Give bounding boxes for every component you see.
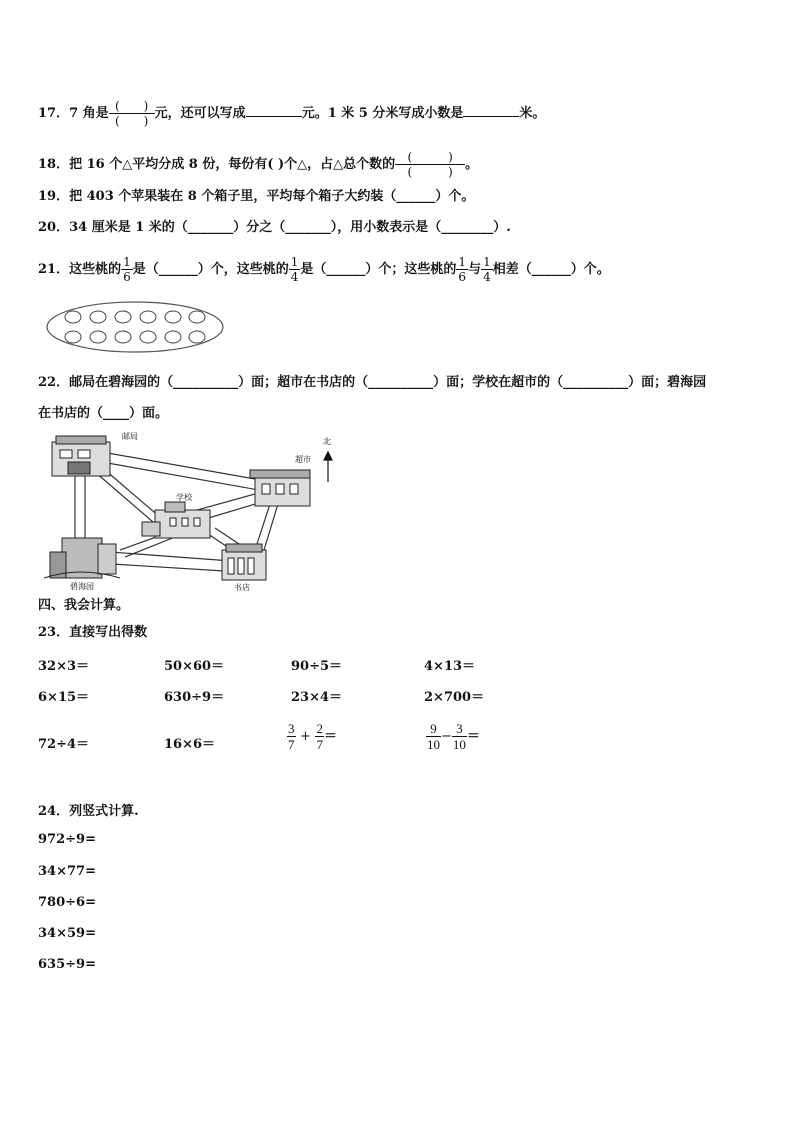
- north-arrow-icon: [324, 452, 332, 482]
- calc-item: 90÷5＝: [291, 659, 343, 674]
- question-20: 20．34 厘米是 1 米的（_______）分之（_______），用小数表示是（________）.: [38, 220, 511, 235]
- section-title: 四、我会计算。: [38, 598, 130, 613]
- label-north: 北: [323, 437, 331, 446]
- vertical-calc-item: 972÷9=: [38, 832, 96, 847]
- label-bookstore: 书店: [234, 583, 250, 592]
- question-17: 17．7 角是 $\frac{( )}{( )}$ 元，还可以写成 元。1 米 5 分米写成小数是 米。: [38, 99, 546, 128]
- calc-item: 6×15＝: [38, 690, 90, 705]
- fraction-one-quarter: $\frac{1}{4}$: [483, 255, 491, 284]
- vertical-calc-item: 34×77=: [38, 864, 96, 879]
- answer-blank[interactable]: [246, 102, 302, 117]
- location-map: [40, 432, 340, 592]
- calc-item: 23×4＝: [291, 690, 343, 705]
- label-post-office: 邮局: [122, 432, 138, 441]
- label-school: 学校: [176, 493, 192, 502]
- calc-item: 630÷9＝: [164, 690, 225, 705]
- calc-item: 16×6＝: [164, 737, 216, 752]
- question-22-line2: 在书店的（____）面。: [38, 406, 169, 421]
- calc-item: 2×700＝: [424, 690, 485, 705]
- supermarket-building: [250, 470, 310, 506]
- vertical-calc-item: 635÷9=: [38, 957, 96, 972]
- question-24-title: 24．列竖式计算.: [38, 804, 139, 819]
- fraction-subtraction: $\frac{9}{10}$ − $\frac{3}{10}$ ＝: [427, 721, 480, 752]
- question-21: 21．这些桃的 $\frac{1}{6}$ 是（______）个，这些桃的 $\frac{1}{4}$ 是（______）个；这些桃的 $\frac{1}{6}$ 与 $\frac{1}{4}$ 相差（______）个。: [38, 255, 610, 284]
- bookstore-building: [222, 544, 266, 580]
- fraction-blank: $\frac{( )}{( )}$: [109, 99, 155, 128]
- fraction-blank: $\frac{( )}{( )}$: [395, 150, 465, 179]
- question-23-title: 23．直接写出得数: [38, 625, 148, 640]
- calc-item: 4×13＝: [424, 659, 476, 674]
- fraction-one-quarter: $\frac{1}{4}$: [290, 255, 299, 284]
- calc-item: 50×60＝: [164, 659, 225, 674]
- vertical-calc-item: 780÷6=: [38, 895, 96, 910]
- question-22-line1: 22．邮局在碧海园的（__________）面；超市在书店的（__________）面；学校在超市的（__________）面；碧海园: [38, 375, 707, 390]
- school-building: [142, 502, 210, 538]
- answer-blank[interactable]: [463, 102, 519, 117]
- label-supermarket: 超市: [295, 455, 311, 464]
- vertical-calc-item: 34×59=: [38, 926, 96, 941]
- label-bihai-garden: 碧海园: [70, 582, 94, 591]
- bihai-garden-building: [44, 538, 120, 578]
- peaches-illustration: [45, 300, 225, 354]
- question-18: 18．把 16 个△平均分成 8 份，每份有( )个△，占△总个数的 $\frac{( )}{( )}$ 。: [38, 150, 479, 179]
- calc-item: 32×3＝: [38, 659, 90, 674]
- question-19: 19．把 403 个苹果装在 8 个箱子里，平均每个箱子大约装（______）个。: [38, 189, 475, 204]
- fraction-addition: $\frac{3}{7}$ + $\frac{2}{7}$ ＝: [288, 721, 337, 752]
- fraction-one-sixth: $\frac{1}{6}$: [123, 255, 131, 284]
- calc-item: 72÷4＝: [38, 737, 90, 752]
- fraction-one-sixth: $\frac{1}{6}$: [458, 255, 467, 284]
- post-office-building: [52, 436, 110, 476]
